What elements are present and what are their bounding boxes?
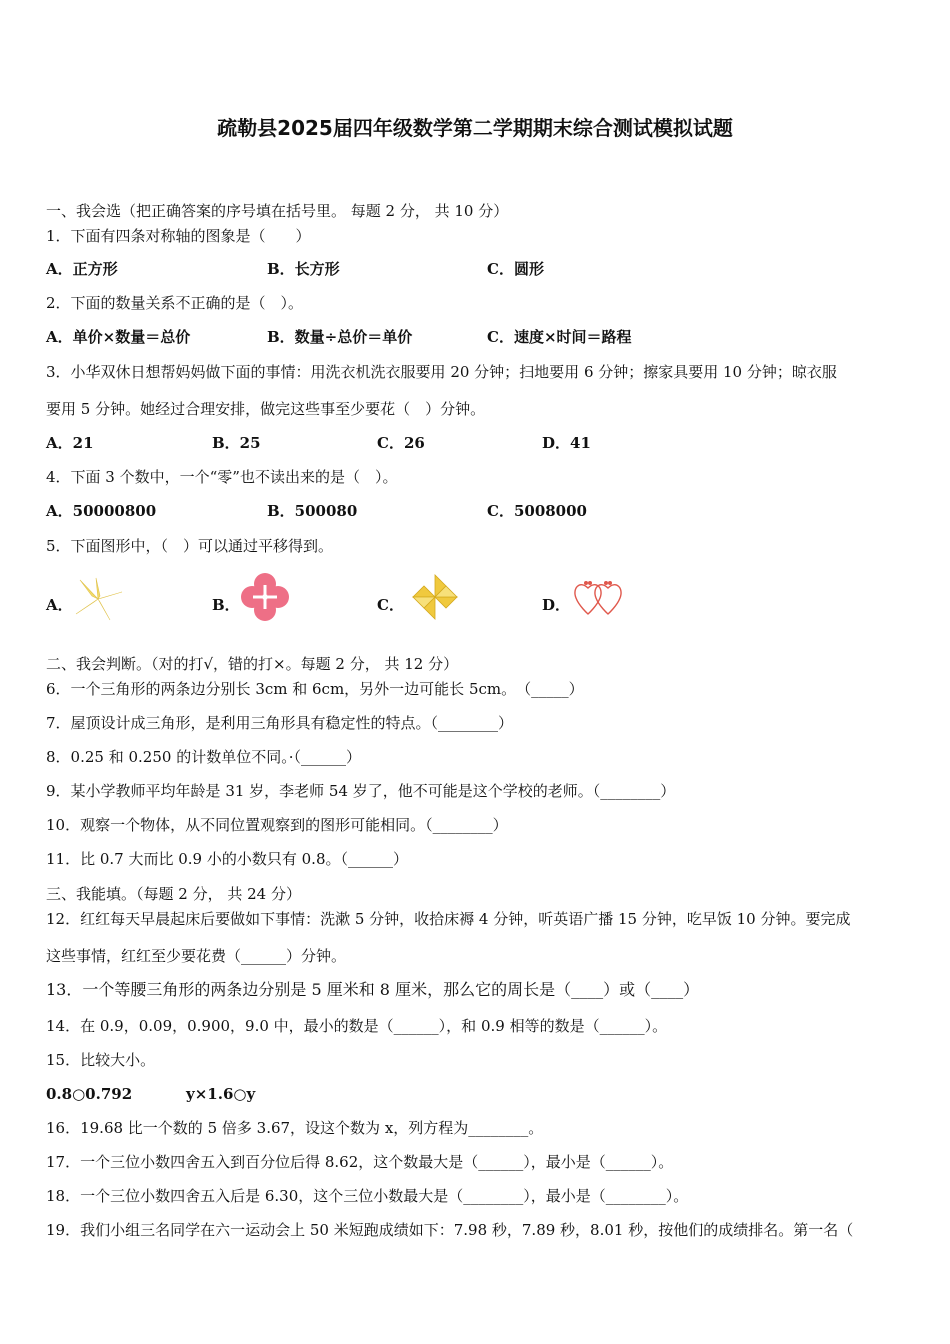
fill-question-15: 15．比较大小。: [46, 1051, 156, 1069]
judge-question-7: 7．屋顶设计成三角形，是利用三角形具有稳定性的特点。（________）: [46, 714, 514, 732]
q2-option-b: B．数量÷总价＝单价: [267, 328, 413, 346]
section-3-heading: 三、我能填。（每题 2 分， 共 24 分）: [46, 885, 301, 903]
question-3-line2: 要用 5 分钟。她经过合理安排，做完这些事至少要花（ ）分钟。: [46, 400, 486, 418]
q4-option-b: B．500080: [267, 502, 358, 520]
fill-question-12-line1: 12．红红每天早晨起床后要做如下事情：洗漱 5 分钟，收拾床褥 4 分钟，听英语广播 15 分钟，吃早饭 10 分钟。要完成: [46, 910, 851, 928]
q3-option-c: C．26: [377, 434, 425, 452]
q3-option-b: B．25: [212, 434, 261, 452]
judge-question-9: 9．某小学教师平均年龄是 31 岁，李老师 54 岁了，他不可能是这个学校的老师。（________）: [46, 782, 676, 800]
flower-figure: [238, 571, 292, 623]
q5-option-d-label: D．: [542, 596, 571, 614]
fill-question-19: 19．我们小组三名同学在六一运动会上 50 米短跑成绩如下：7.98 秒，7.89 秒，8.01 秒，按他们的成绩排名。第一名（: [46, 1221, 854, 1239]
fill-question-18: 18．一个三位小数四舍五入后是 6.30，这个三位小数最大是（________），最小是（________）。: [46, 1187, 689, 1205]
question-3-line1: 3．小华双休日想帮妈妈做下面的事情：用洗衣机洗衣服要用 20 分钟；扫地要用 6 分钟；擦家具要用 10 分钟；晾衣服: [46, 363, 837, 381]
q5-option-c-label: C．: [377, 596, 404, 614]
fill-question-14: 14．在 0.9，0.09，0.900，9.0 中，最小的数是（______），和 0.9 相等的数是（______）。: [46, 1017, 668, 1035]
fill-question-16: 16．19.68 比一个数的 5 倍多 3.67，设这个数为 x，列方程为________。: [46, 1119, 544, 1137]
windmill-figure: [408, 572, 462, 622]
page-title: 疏勒县2025届四年级数学第二学期期末综合测试模拟试题: [217, 116, 733, 140]
q3-option-d: D．41: [542, 434, 591, 452]
section-2-heading: 二、我会判断。（对的打√，错的打×。每题 2 分， 共 12 分）: [46, 655, 459, 673]
judge-question-8: 8．0.25 和 0.250 的计数单位不同。·（______）: [46, 748, 361, 766]
section-1-heading: 一、我会选（把正确答案的序号填在括号里。 每题 2 分， 共 10 分）: [46, 202, 509, 220]
question-4: 4．下面 3 个数中，一个“零”也不读出来的是（ ）。: [46, 468, 398, 486]
question-5: 5．下面图形中，（ ）可以通过平移得到。: [46, 537, 334, 555]
q4-option-c: C．5008000: [487, 502, 587, 520]
q15-compare-a: 0.8○0.792: [46, 1085, 133, 1103]
judge-question-10: 10．观察一个物体，从不同位置观察到的图形可能相同。（________）: [46, 816, 508, 834]
q1-option-b: B．长方形: [267, 260, 340, 278]
q3-option-a: A．21: [46, 434, 94, 452]
q2-option-a: A．单价×数量＝总价: [46, 328, 191, 346]
question-2: 2．下面的数量关系不正确的是（ ）。: [46, 294, 304, 312]
q1-option-a: A．正方形: [46, 260, 118, 278]
fill-question-17: 17．一个三位小数四舍五入到百分位后得 8.62，这个数最大是（______），最小是（______）。: [46, 1153, 674, 1171]
pinwheel-figure: [70, 574, 126, 624]
q15-compare-b: y×1.6○y: [186, 1085, 256, 1103]
q5-option-a-label: A．: [46, 596, 73, 614]
fill-question-13: 13．一个等腰三角形的两条边分别是 5 厘米和 8 厘米，那么它的周长是（____）或（____）: [46, 980, 700, 999]
fill-question-12-line2: 这些事情，红红至少要花费（______）分钟。: [46, 947, 347, 965]
q5-option-b-label: B．: [212, 596, 240, 614]
question-1: 1．下面有四条对称轴的图象是（ ）: [46, 227, 311, 245]
q2-option-c: C．速度×时间＝路程: [487, 328, 632, 346]
hearts-figure: [570, 578, 626, 620]
judge-question-6: 6．一个三角形的两条边分别长 3cm 和 6cm，另外一边可能长 5cm。 （_____）: [46, 680, 584, 698]
q4-option-a: A．50000800: [46, 502, 157, 520]
q1-option-c: C．圆形: [487, 260, 544, 278]
judge-question-11: 11．比 0.7 大而比 0.9 小的小数只有 0.8。（______）: [46, 850, 408, 868]
